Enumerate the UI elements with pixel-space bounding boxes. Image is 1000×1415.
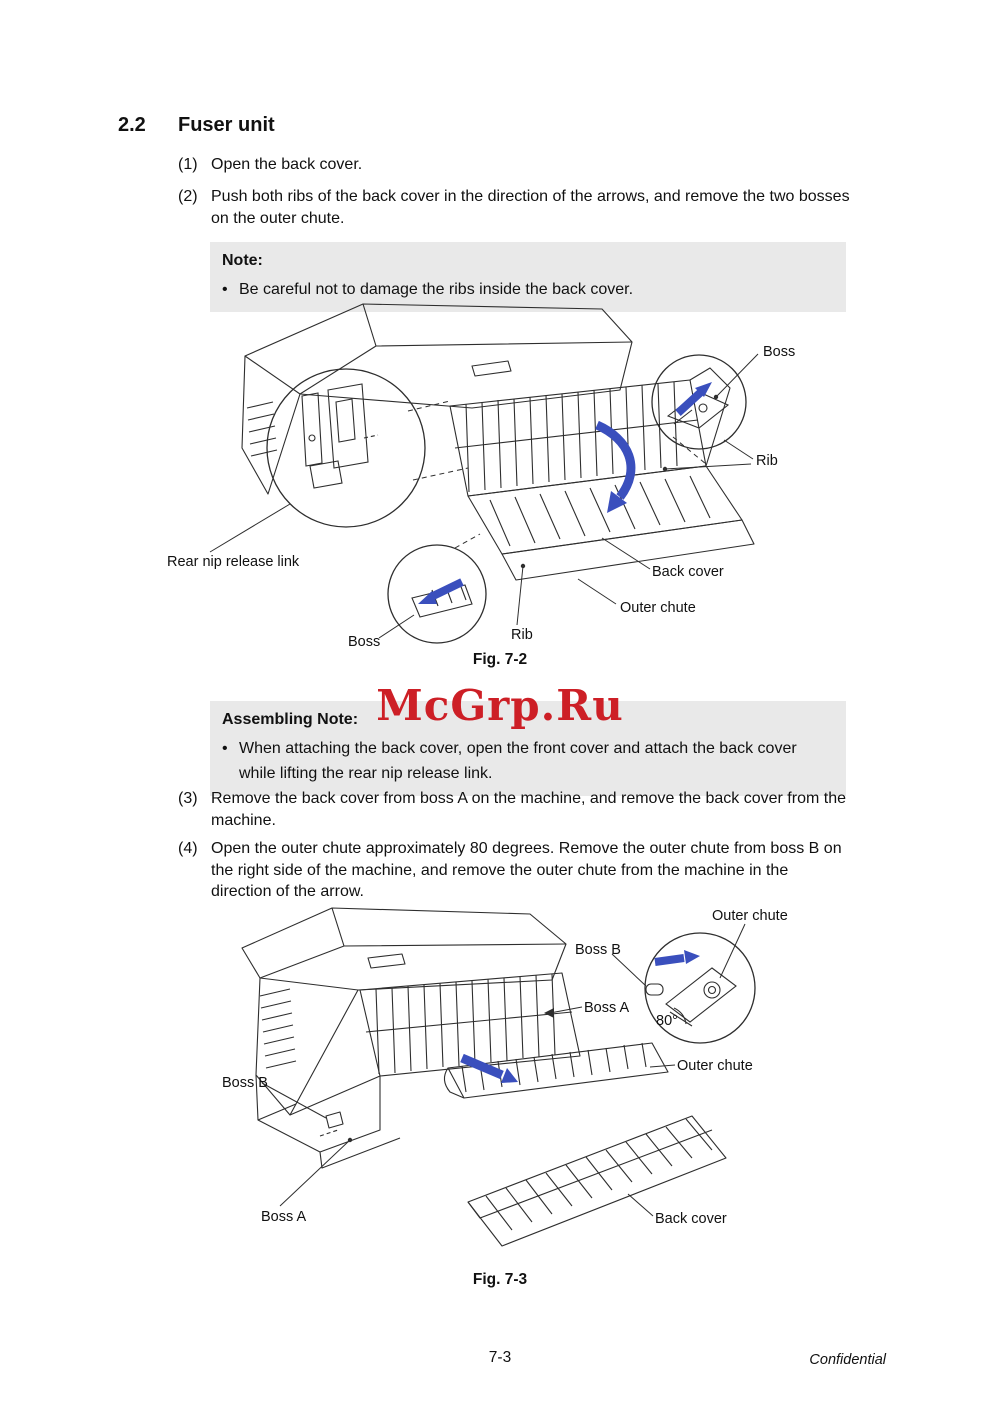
assembling-note-title: Assembling Note: <box>222 711 359 728</box>
fig2-detail-circle-top-right <box>652 355 746 449</box>
step-4 <box>178 838 851 903</box>
fig3-label-back-cover: Back cover <box>655 1211 727 1227</box>
section-number: 2.2 <box>118 114 146 136</box>
step-2 <box>178 186 851 229</box>
step-1 <box>178 154 851 176</box>
fig2-label-back-cover: Back cover <box>652 564 724 580</box>
step-1-number: (1) <box>178 156 198 173</box>
fig3-caption: Fig. 7-3 <box>472 1271 528 1288</box>
confidential-marking: Confidential <box>809 1352 886 1368</box>
step-3-number: (3) <box>178 790 198 807</box>
step-3 <box>178 788 851 831</box>
bullet-marker: • <box>222 740 228 757</box>
fig2-label-boss-bottom: Boss <box>348 634 381 650</box>
note-bullet-text: Be careful not to damage the ribs inside the back cover. <box>239 281 634 298</box>
assembling-note-bullet-text: When attaching the back cover, open the front cover and attach the back cover while lifting the rear nip release link. <box>239 740 797 782</box>
fig2-label-rib-top: Rib <box>756 453 778 469</box>
step-2-text: Push both ribs of the back cover in the direction of the arrows, and remove the two bosses on the outer chute. <box>211 188 850 227</box>
figure-7-3 <box>200 900 880 1268</box>
step-4-text: Open the outer chute approximately 80 degrees. Remove the outer chute from boss B on the right side of the machine, and remove the outer chute from the machine in the direction of the arrow. <box>211 840 842 900</box>
step-3-text: Remove the back cover from boss A on the machine, and remove the back cover from the machine. <box>211 790 846 829</box>
fig3-label-boss-b-left: Boss B <box>222 1075 268 1091</box>
fig3-label-boss-a-top: Boss A <box>584 1000 630 1016</box>
section-title: Fuser unit <box>178 114 275 136</box>
fig2-detail-circle-left <box>267 369 425 527</box>
assembling-note-bullet <box>222 736 834 786</box>
page-number: 7-3 <box>488 1349 512 1366</box>
step-2-number: (2) <box>178 188 198 205</box>
fig3-label-angle-80: 80° <box>656 1013 678 1029</box>
bullet-marker: • <box>222 281 228 298</box>
fig2-label-rib-bottom: Rib <box>511 627 533 643</box>
fig2-drawing <box>150 298 870 650</box>
step-1-text: Open the back cover. <box>211 156 363 173</box>
fig2-caption: Fig. 7-2 <box>472 651 528 668</box>
fig2-label-boss-top: Boss <box>763 344 796 360</box>
section-heading <box>118 114 275 137</box>
figure-7-2 <box>150 298 870 650</box>
fig3-label-outer-chute-right: Outer chute <box>677 1058 753 1074</box>
note-title: Note: <box>222 252 263 269</box>
fig2-label-rear-nip-release-link: Rear nip release link <box>167 554 300 570</box>
fig3-label-outer-chute-top: Outer chute <box>712 908 788 924</box>
fig3-label-boss-b-top: Boss B <box>575 942 621 958</box>
step-4-number: (4) <box>178 840 198 857</box>
watermark-stamp: McGrp.Ru <box>376 681 624 730</box>
fig2-label-outer-chute: Outer chute <box>620 600 696 616</box>
fig3-label-boss-a-bottom: Boss A <box>261 1209 307 1225</box>
